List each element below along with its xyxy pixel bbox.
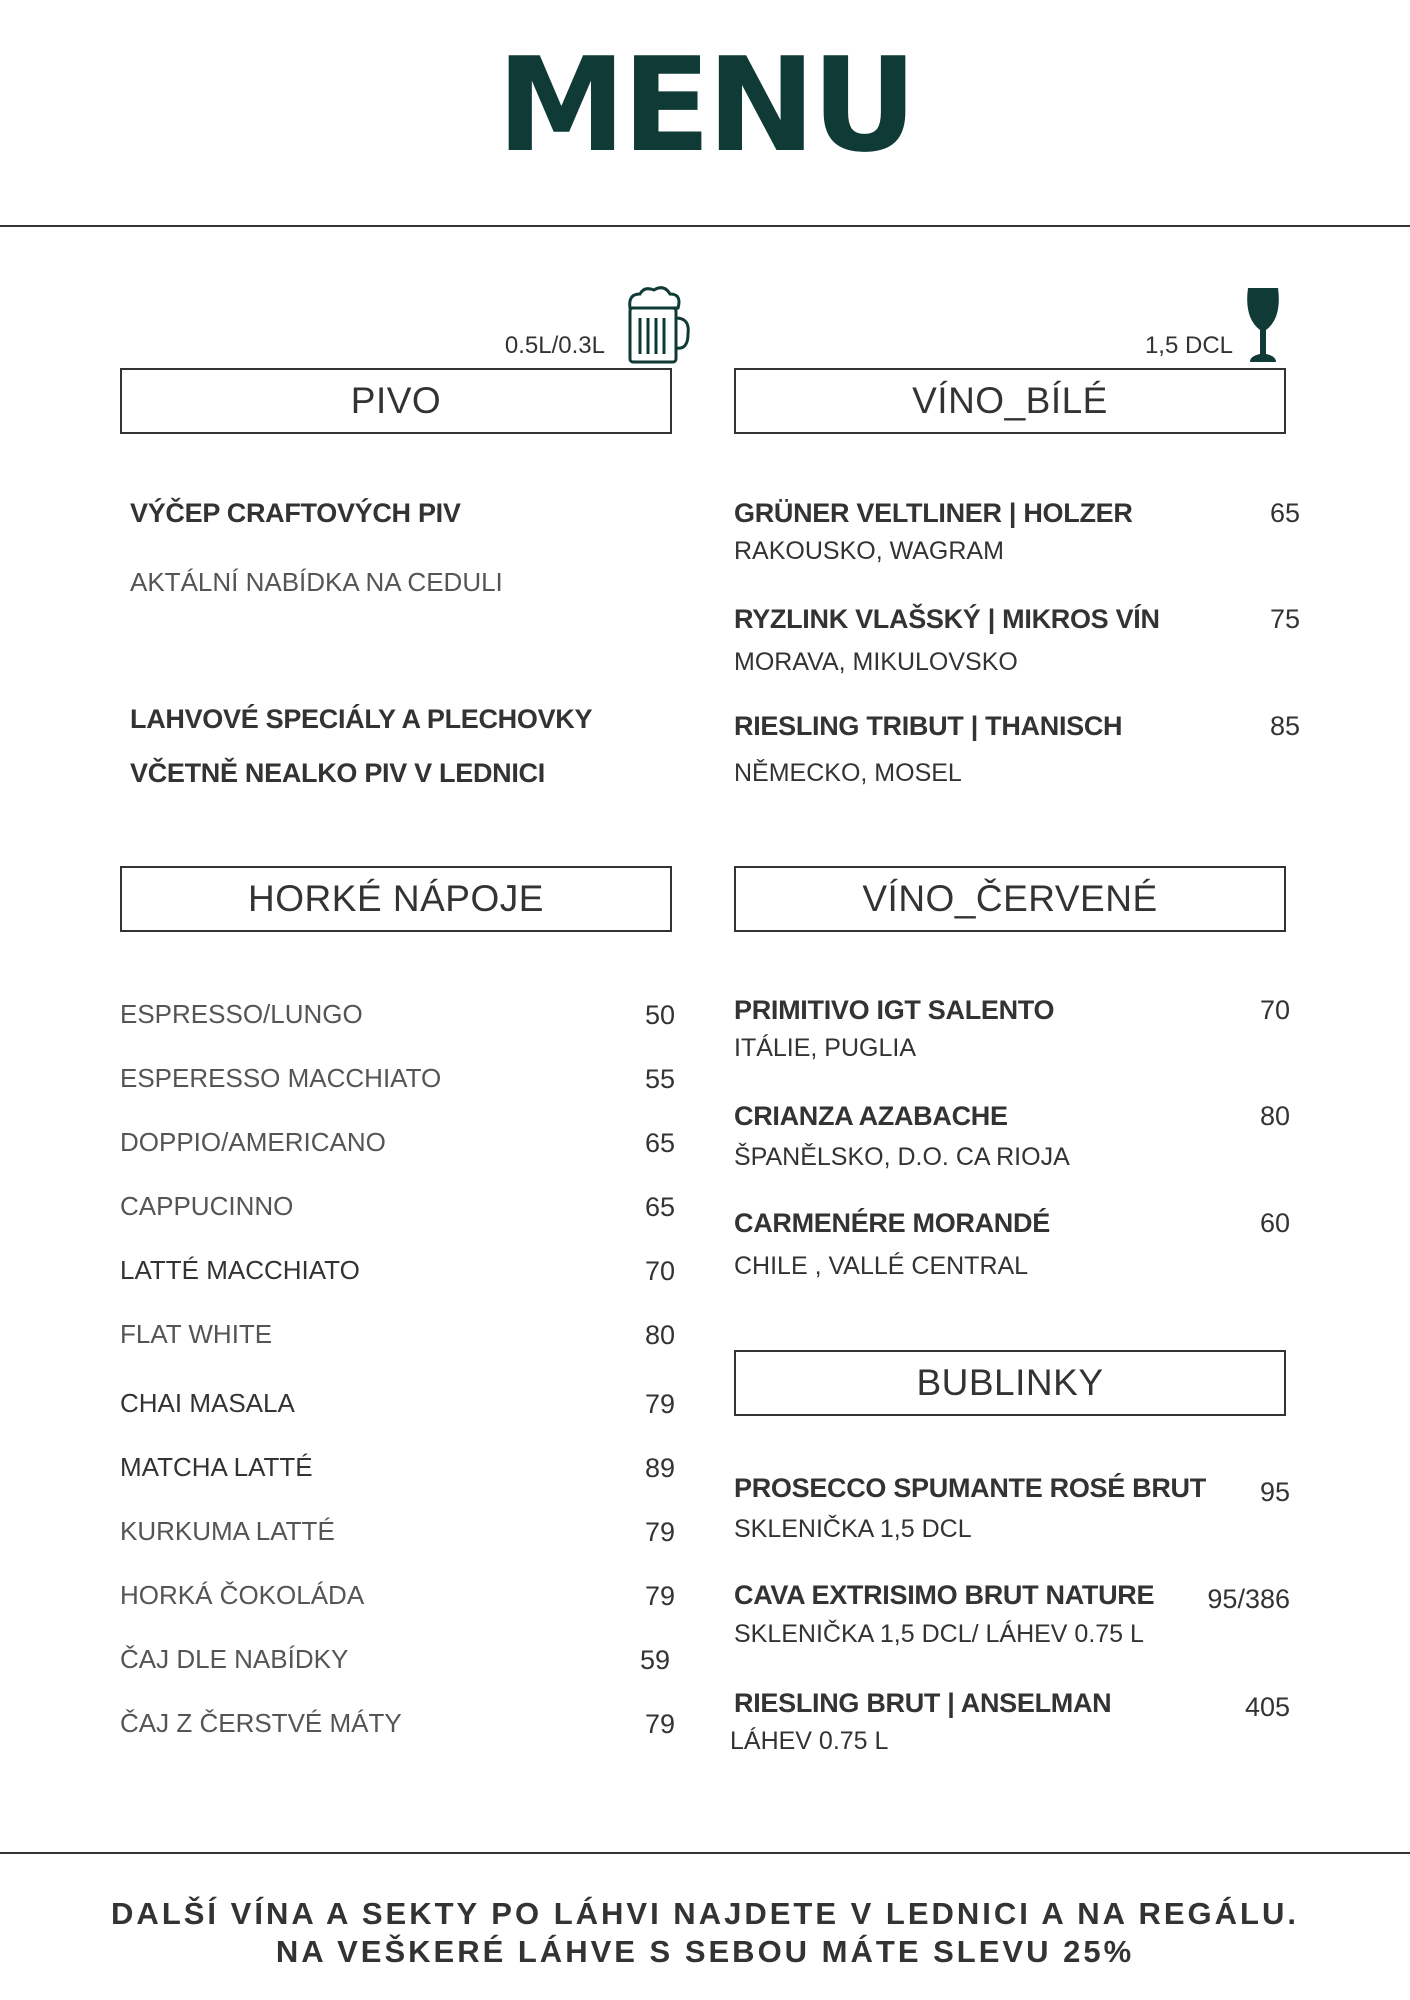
- red-wine-2-price: 80: [1259, 1101, 1290, 1131]
- bubbles-2-name: CAVA EXTRISIMO BRUT NATURE: [734, 1580, 1155, 1610]
- red-wine-1-name: PRIMITIVO IGT SALENTO: [734, 995, 1055, 1025]
- hot-drink-6-price: 80: [644, 1320, 675, 1350]
- hot-drink-8-name: MATCHA LATTÉ: [120, 1452, 313, 1482]
- bubbles-1-price: 95: [1259, 1477, 1290, 1507]
- red-wine-3-name: CARMENÉRE MORANDÉ: [734, 1208, 1050, 1238]
- hot-drink-3-price: 65: [644, 1128, 675, 1158]
- hot-drink-4-price: 65: [644, 1192, 675, 1222]
- beer-item-bottled-name: LAHVOVÉ SPECIÁLY A PLECHOVKY: [130, 704, 593, 734]
- bubbles-1-origin: SKLENIČKA 1,5 DCL: [734, 1515, 972, 1543]
- hot-drink-2-name: ESPERESSO MACCHIATO: [120, 1063, 442, 1093]
- hot-drink-7-name: CHAI MASALA: [120, 1388, 295, 1418]
- hot-drink-9-price: 79: [644, 1517, 675, 1547]
- white-wine-1-name: GRÜNER VELTLINER | HOLZER: [734, 498, 1133, 528]
- red-wine-3-price: 60: [1259, 1208, 1290, 1238]
- hot-drink-1-name: ESPRESSO/LUNGO: [120, 999, 363, 1029]
- white-wine-2-origin: MORAVA, MIKULOVSKO: [734, 648, 1018, 676]
- footer-line-1: DALŠÍ VÍNA A SEKTY PO LÁHVI NAJDETE V LEDNICI A NA REGÁLU.: [111, 1896, 1299, 1931]
- hot-drink-5-price: 70: [644, 1256, 675, 1286]
- white-wine-3-name: RIESLING TRIBUT | THANISCH: [734, 711, 1123, 741]
- red-wine-1-price: 70: [1259, 995, 1290, 1025]
- hot-drink-6-name: FLAT WHITE: [120, 1319, 273, 1349]
- white-wine-3-origin: NĚMECKO, MOSEL: [734, 759, 962, 787]
- hot-drink-10-price: 79: [644, 1581, 675, 1611]
- white-wine-1-price: 65: [1269, 498, 1300, 528]
- beer-unit: 0.5L/0.3L: [504, 332, 605, 359]
- beer-header: PIVO: [120, 368, 672, 434]
- red-wine-2-origin: ŠPANĚLSKO, D.O. CA RIOJA: [734, 1143, 1070, 1171]
- hot-drink-8-price: 89: [644, 1453, 675, 1483]
- white-wine-1-origin: RAKOUSKO, WAGRAM: [734, 537, 1004, 565]
- hot-drink-3-name: DOPPIO/AMERICANO: [120, 1127, 386, 1157]
- beer-item-draft-note: AKTÁLNÍ NABÍDKA NA CEDULI: [130, 567, 503, 597]
- beer-item-bottled-name-2: VČETNĚ NEALKO PIV V LEDNICI: [130, 758, 545, 788]
- footer-line-2: NA VEŠKERÉ LÁHVE S SEBOU MÁTE SLEVU 25%: [275, 1934, 1135, 1969]
- hot-drink-2-price: 55: [644, 1064, 675, 1094]
- red-wine-2-name: CRIANZA AZABACHE: [734, 1101, 1008, 1131]
- wine-unit: 1,5 DCL: [1144, 332, 1233, 359]
- red-wine-header: VÍNO_ČERVENÉ: [734, 866, 1286, 932]
- wine-glass-icon: [1244, 286, 1282, 366]
- bubbles-header: BUBLINKY: [734, 1350, 1286, 1416]
- bubbles-1-name: PROSECCO SPUMANTE ROSÉ BRUT: [734, 1473, 1206, 1503]
- hot-drink-5-name: LATTÉ MACCHIATO: [120, 1255, 360, 1285]
- hot-drinks-header: HORKÉ NÁPOJE: [120, 866, 672, 932]
- bubbles-2-origin: SKLENIČKA 1,5 DCL/ LÁHEV 0.75 L: [734, 1620, 1144, 1648]
- hot-drink-10-name: HORKÁ ČOKOLÁDA: [120, 1580, 365, 1610]
- white-wine-2-name: RYZLINK VLAŠSKÝ | MIKROS VÍN: [734, 604, 1160, 634]
- hot-drink-11-price: 59: [639, 1645, 670, 1675]
- top-divider: [0, 225, 1410, 227]
- hot-drink-12-price: 79: [644, 1709, 675, 1739]
- red-wine-1-origin: ITÁLIE, PUGLIA: [734, 1034, 917, 1062]
- hot-drink-4-name: CAPPUCINNO: [120, 1191, 294, 1221]
- bubbles-3-price: 405: [1244, 1692, 1290, 1722]
- bubbles-3-origin: LÁHEV 0.75 L: [730, 1727, 889, 1755]
- white-wine-header: VÍNO_BÍLÉ: [734, 368, 1286, 434]
- red-wine-3-origin: CHILE , VALLÉ CENTRAL: [734, 1252, 1029, 1280]
- hot-drink-9-name: KURKUMA LATTÉ: [120, 1516, 335, 1546]
- hot-drink-12-name: ČAJ Z ČERSTVÉ MÁTY: [120, 1708, 402, 1738]
- bottom-divider: [0, 1852, 1410, 1854]
- bubbles-3-name: RIESLING BRUT | ANSELMAN: [734, 1688, 1112, 1718]
- white-wine-2-price: 75: [1269, 604, 1300, 634]
- hot-drink-7-price: 79: [644, 1389, 675, 1419]
- hot-drink-1-price: 50: [644, 1000, 675, 1030]
- hot-drink-11-name: ČAJ DLE NABÍDKY: [120, 1644, 349, 1674]
- beer-mug-icon: [622, 286, 690, 366]
- white-wine-3-price: 85: [1269, 711, 1300, 741]
- menu-title: MENU: [496, 29, 914, 181]
- beer-item-draft-name: VÝČEP CRAFTOVÝCH PIV: [130, 498, 461, 528]
- bubbles-2-price: 95/386: [1207, 1584, 1290, 1614]
